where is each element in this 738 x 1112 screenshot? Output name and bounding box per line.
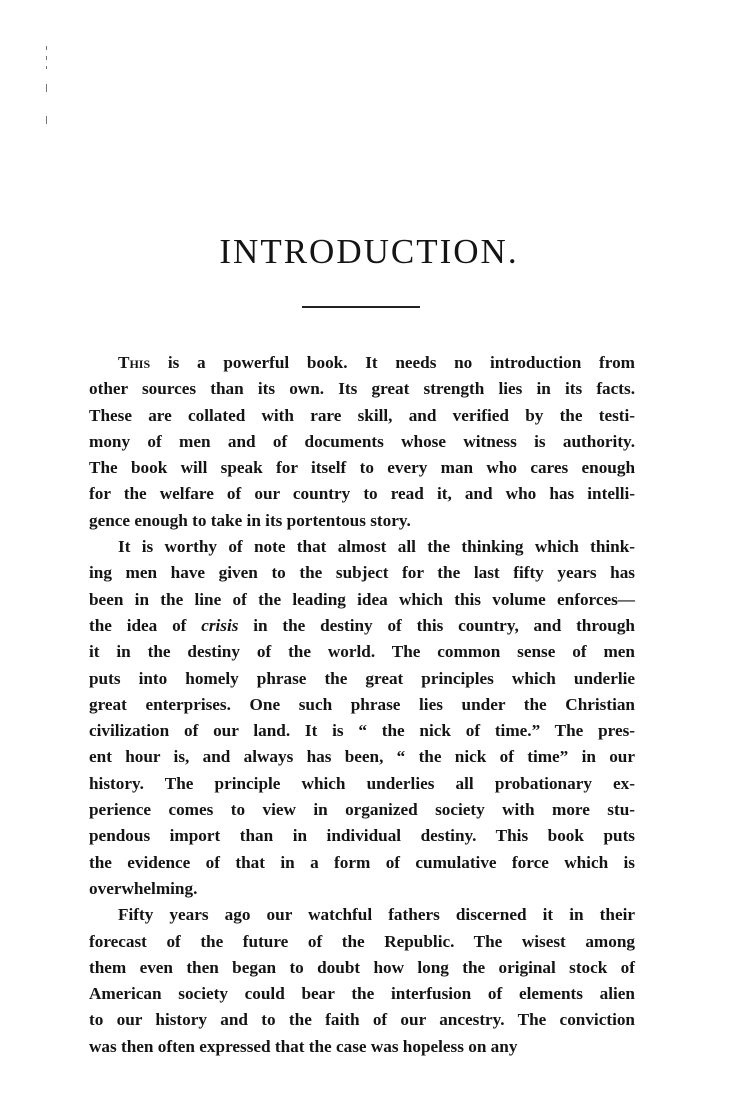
text-line: to our history and to the faith of our ancestry. The conviction (89, 1010, 635, 1030)
text-line: puts into homely phrase the great principles which underlie (89, 668, 635, 688)
text-line: This is a powerful book. It needs no introduction from (118, 353, 635, 372)
text-line: was then often expressed that the case was hopeless on any (89, 1036, 518, 1056)
text-line: mony of men and of documents whose witness is authority. (89, 431, 635, 451)
emphasis: crisis (201, 615, 239, 635)
text-line: Fifty years ago our watchful fathers discerned it in their (118, 905, 635, 925)
text-line: civilization of our land. It is “ the nick of time.” The pres- (89, 721, 635, 741)
text-line: It is worthy of note that almost all the thinking which think- (118, 537, 635, 557)
text-line: forecast of the future of the Republic. The wisest among (89, 931, 635, 951)
drop-word: This (118, 353, 151, 372)
text-line: great enterprises. One such phrase lies under the Christian (89, 694, 635, 714)
text-line: perience comes to view in organized society with more stu- (89, 800, 635, 820)
text-line: These are collated with rare skill, and verified by the testi- (89, 405, 635, 425)
body-text (89, 350, 635, 1060)
text-line: ing men have given to the subject for the last fifty years has (89, 563, 635, 583)
paragraph (89, 902, 635, 1060)
text-line: gence enough to take in its portentous story. (89, 510, 411, 530)
text-line: American society could bear the interfusion of elements alien (89, 984, 635, 1004)
text-line: it in the destiny of the world. The common sense of men (89, 642, 635, 662)
text-line: ent hour is, and always has been, “ the nick of time” in our (89, 747, 635, 767)
text-line: them even then began to doubt how long the original stock of (89, 957, 635, 977)
text-line: other sources than its own. Its great strength lies in its facts. (89, 379, 635, 399)
text-line: the evidence of that in a form of cumulative force which is (89, 852, 635, 872)
text-line: the idea of crisis in the destiny of this country, and through (89, 615, 635, 635)
title-rule (302, 306, 420, 308)
text-line: for the welfare of our country to read it, and who has intelli- (89, 484, 635, 504)
text-line: been in the line of the leading idea which this volume enforces— (89, 589, 635, 609)
text-line: overwhelming. (89, 878, 198, 898)
text-line: history. The principle which underlies all probationary ex- (89, 773, 635, 793)
text-line: The book will speak for itself to every man who cares enough (89, 458, 635, 478)
paragraph (89, 534, 635, 902)
page-title: INTRODUCTION. (219, 232, 519, 271)
paragraph (89, 350, 635, 534)
text-line: pendous import than in individual destiny. This book puts (89, 826, 635, 846)
